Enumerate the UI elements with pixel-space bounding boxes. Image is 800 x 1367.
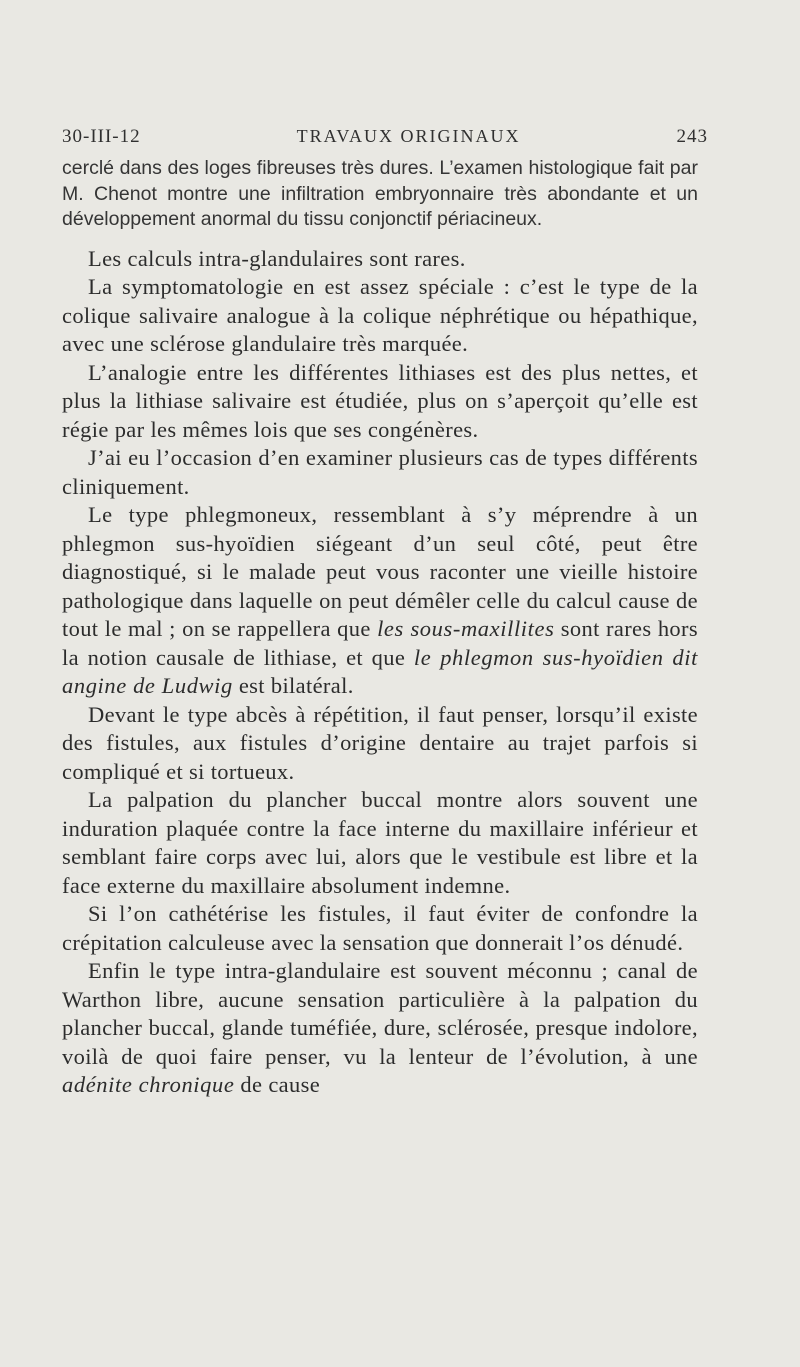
paragraph-9-text-2: de cause	[234, 1072, 321, 1097]
italic-adenite-chronique: adénite chronique	[62, 1072, 235, 1097]
paragraph-5-text-3: est bilatéral.	[232, 673, 354, 698]
header-date: 30-III-12	[62, 126, 141, 147]
paragraph-5-text-1: Le type phlegmoneux, ressemblant à s’y méprendre à un phlegmon sus-hyoïdien siégeant d’un seul côté, peut être diagnostiqué, si le malade peut vous raconter une vieille histoire pathologique dans laquelle on peut démêler celle du calcul cause de tout le mal ; on se rappellera que	[62, 502, 698, 641]
running-header	[62, 126, 708, 148]
italic-angine-de-ludwig: le phlegmon sus-hyoïdien dit angine de Ludwig	[62, 644, 698, 698]
paragraph-3: L’analogie entre les différentes lithiases est des plus nettes, et plus la lithiase salivaire est étudiée, plus on s’aperçoit qu’elle est régie par les mêmes lois que ses congénères.	[62, 359, 698, 442]
paragraph-1: Les calculs intra-glandulaires sont rares.	[88, 245, 466, 271]
continuation-note: cerclé dans des loges fibreuses très dures. L’examen histologique fait par M. Chenot montre une infiltration embryonnaire très abondante et un développement anormal du tissu conjonctif périacineux.	[62, 157, 698, 230]
page-body	[62, 156, 698, 1100]
paragraph-8: Si l’on cathétérise les fistules, il faut éviter de confondre la crépitation calculeuse avec la sensation que donnerait l’os dénudé.	[62, 901, 698, 955]
paragraph-9	[62, 957, 698, 1100]
paragraph-4: J’ai eu l’occasion d’en examiner plusieurs cas de types différents cliniquement.	[62, 445, 698, 499]
header-title: TRAVAUX ORIGINAUX	[296, 126, 521, 146]
paragraph-2: La symptomatologie en est assez spéciale : c’est le type de la colique salivaire analogue à la colique néphrétique ou hépathique, avec une sclérose glandulaire très marquée.	[62, 274, 698, 356]
paragraph-5-text-2: sont rares hors la notion causale de lithiase, et que	[62, 616, 698, 670]
page-number: 243	[676, 126, 708, 147]
paragraph-7: La palpation du plancher buccal montre alors souvent une induration plaquée contre la face interne du maxillaire inférieur et semblant faire corps avec lui, alors que le vestibule est libre et la face externe du maxillaire absolument indemne.	[62, 787, 698, 898]
paragraph-6: Devant le type abcès à répétition, il faut penser, lorsqu’il existe des fistules, aux fistules d’origine dentaire au trajet parfois si compliqué et si tortueux.	[62, 701, 698, 784]
paragraph-9-text-1: Enfin le type intra-glandulaire est souvent méconnu ; canal de Warthon libre, aucune sensation particulière à la palpation du plancher buccal, glande tuméfiée, dure, sclérosée, presque indolore, voilà de quoi faire penser, vu la lenteur de l’évolution, à une	[62, 958, 698, 1069]
paragraph-5	[62, 501, 698, 701]
italic-sous-maxillites: les sous-maxillites	[377, 616, 555, 641]
